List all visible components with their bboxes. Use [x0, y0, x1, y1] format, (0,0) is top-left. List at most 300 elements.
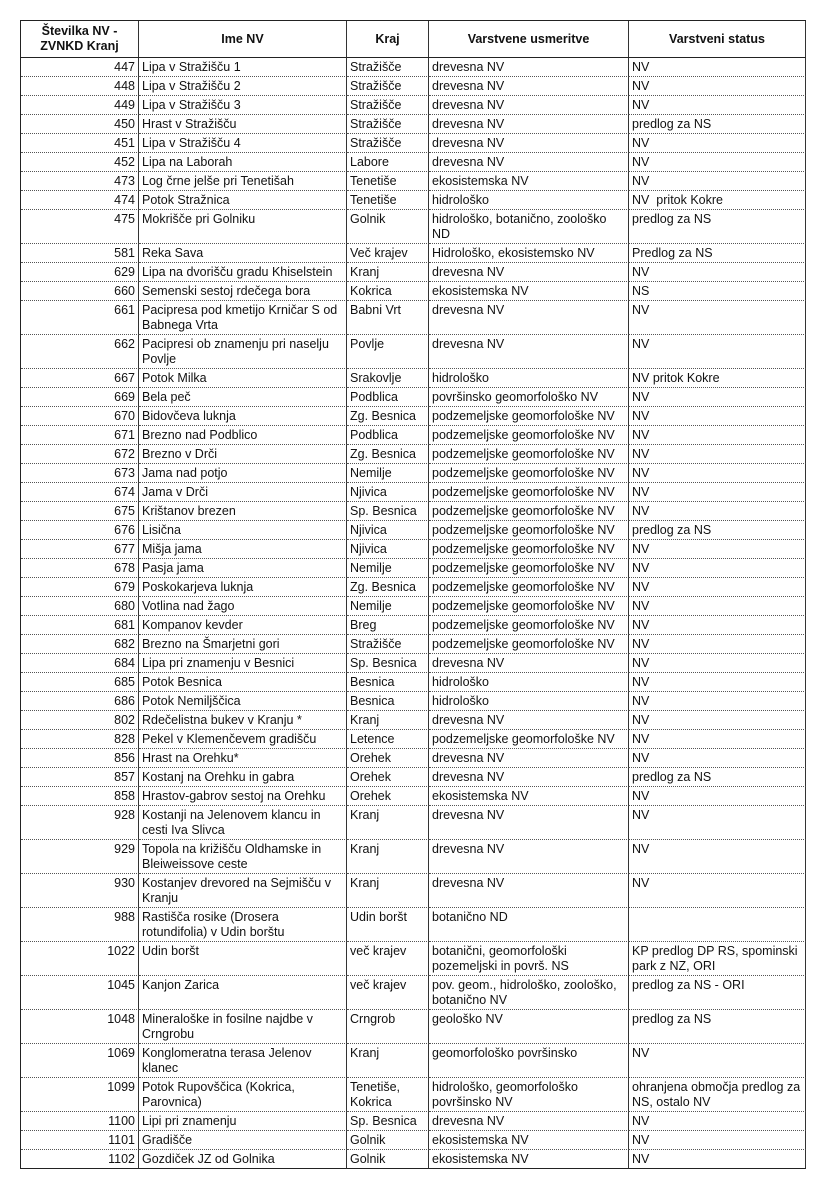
cell-status	[629, 908, 806, 942]
cell-name: Kostanji na Jelenovem klancu in cesti Iva Slivca	[139, 806, 347, 840]
cell-status: NV	[629, 58, 806, 77]
cell-name: Udin boršt	[139, 942, 347, 976]
cell-number: 1101	[21, 1131, 139, 1150]
cell-number: 1022	[21, 942, 139, 976]
table-row	[21, 58, 806, 77]
cell-place: Orehek	[347, 768, 429, 787]
cell-status: NV	[629, 874, 806, 908]
cell-name: Hrast na Orehku*	[139, 749, 347, 768]
cell-place: Njivica	[347, 521, 429, 540]
cell-guidance: drevesna NV	[429, 134, 629, 153]
cell-status: NV	[629, 153, 806, 172]
cell-place: Stražišče	[347, 58, 429, 77]
cell-number: 1099	[21, 1078, 139, 1112]
cell-guidance: hidrološko	[429, 369, 629, 388]
table-row	[21, 369, 806, 388]
cell-place: Crngrob	[347, 1010, 429, 1044]
table-row	[21, 388, 806, 407]
cell-status: NV	[629, 730, 806, 749]
cell-status: NV	[629, 787, 806, 806]
cell-place: Zg. Besnica	[347, 445, 429, 464]
header-name: Ime NV	[139, 21, 347, 58]
table-row	[21, 942, 806, 976]
cell-name: Jama nad potjo	[139, 464, 347, 483]
header-number: Številka NV - ZVNKD Kranj	[21, 21, 139, 58]
cell-status: NV	[629, 616, 806, 635]
cell-place: Labore	[347, 153, 429, 172]
cell-place: Nemilje	[347, 597, 429, 616]
table-row	[21, 635, 806, 654]
cell-status: NV	[629, 840, 806, 874]
table-row	[21, 1150, 806, 1169]
cell-number: 679	[21, 578, 139, 597]
cell-guidance: botanično ND	[429, 908, 629, 942]
cell-number: 1069	[21, 1044, 139, 1078]
cell-name: Lipa na dvorišču gradu Khiselstein	[139, 263, 347, 282]
cell-place: Podblica	[347, 388, 429, 407]
cell-place: Srakovlje	[347, 369, 429, 388]
cell-number: 685	[21, 673, 139, 692]
cell-number: 452	[21, 153, 139, 172]
cell-status: NV	[629, 654, 806, 673]
cell-status: NV	[629, 301, 806, 335]
header-row	[21, 21, 806, 58]
cell-place: Sp. Besnica	[347, 1112, 429, 1131]
cell-place: Povlje	[347, 335, 429, 369]
cell-number: 474	[21, 191, 139, 210]
cell-name: Lipa v Stražišču 4	[139, 134, 347, 153]
table-row	[21, 521, 806, 540]
cell-number: 671	[21, 426, 139, 445]
table-row	[21, 210, 806, 244]
table-row	[21, 806, 806, 840]
cell-guidance: geomorfološko površinsko	[429, 1044, 629, 1078]
cell-status: NV	[629, 559, 806, 578]
cell-name: Poskokarjeva luknja	[139, 578, 347, 597]
cell-status: NV	[629, 96, 806, 115]
table-row	[21, 908, 806, 942]
table-row	[21, 191, 806, 210]
cell-place: Podblica	[347, 426, 429, 445]
cell-number: 858	[21, 787, 139, 806]
cell-number: 674	[21, 483, 139, 502]
cell-name: Rdečelistna bukev v Kranju *	[139, 711, 347, 730]
table-row	[21, 1078, 806, 1112]
cell-status: predlog za NS	[629, 768, 806, 787]
cell-place: Tenetiše, Kokrica	[347, 1078, 429, 1112]
cell-guidance: hidrološko, botanično, zoološko ND	[429, 210, 629, 244]
cell-place: Stražišče	[347, 77, 429, 96]
cell-name: Mokrišče pri Golniku	[139, 210, 347, 244]
cell-place: Kranj	[347, 806, 429, 840]
cell-status: predlog za NS - ORI	[629, 976, 806, 1010]
cell-place: Njivica	[347, 483, 429, 502]
cell-name: Lipi pri znamenju	[139, 1112, 347, 1131]
cell-guidance: podzemeljske geomorfološke NV	[429, 407, 629, 426]
cell-guidance: podzemeljske geomorfološke NV	[429, 578, 629, 597]
cell-name: Potok Milka	[139, 369, 347, 388]
cell-number: 473	[21, 172, 139, 191]
cell-place: Breg	[347, 616, 429, 635]
cell-name: Lipa v Stražišču 1	[139, 58, 347, 77]
table-row	[21, 578, 806, 597]
cell-status: NV	[629, 749, 806, 768]
cell-guidance: površinsko geomorfološko NV	[429, 388, 629, 407]
cell-status: NV	[629, 711, 806, 730]
cell-number: 670	[21, 407, 139, 426]
cell-status: NV pritok Kokre	[629, 369, 806, 388]
cell-guidance: pov. geom., hidrološko, zoološko, botanično NV	[429, 976, 629, 1010]
cell-place: več krajev	[347, 976, 429, 1010]
header-guidance: Varstvene usmeritve	[429, 21, 629, 58]
table-row	[21, 787, 806, 806]
cell-guidance: podzemeljske geomorfološke NV	[429, 635, 629, 654]
cell-name: Mišja jama	[139, 540, 347, 559]
cell-number: 930	[21, 874, 139, 908]
table-row	[21, 244, 806, 263]
cell-status: NV	[629, 1044, 806, 1078]
table-row	[21, 874, 806, 908]
cell-name: Pacipresi ob znamenju pri naselju Povlje	[139, 335, 347, 369]
table-row	[21, 282, 806, 301]
cell-place: Golnik	[347, 210, 429, 244]
cell-status: NV	[629, 172, 806, 191]
cell-status: NV	[629, 673, 806, 692]
cell-guidance: drevesna NV	[429, 58, 629, 77]
cell-name: Brezno na Šmarjetni gori	[139, 635, 347, 654]
document-page	[20, 20, 806, 1169]
cell-status: ohranjena območja predlog za NS, ostalo NV	[629, 1078, 806, 1112]
cell-guidance: podzemeljske geomorfološke NV	[429, 730, 629, 749]
cell-place: Udin boršt	[347, 908, 429, 942]
table-row	[21, 502, 806, 521]
cell-place: Golnik	[347, 1131, 429, 1150]
cell-guidance: podzemeljske geomorfološke NV	[429, 559, 629, 578]
table-row	[21, 692, 806, 711]
cell-status: NV	[629, 1112, 806, 1131]
cell-status: Predlog za NS	[629, 244, 806, 263]
cell-name: Lipa v Stražišču 3	[139, 96, 347, 115]
cell-guidance: drevesna NV	[429, 335, 629, 369]
cell-guidance: drevesna NV	[429, 153, 629, 172]
cell-number: 673	[21, 464, 139, 483]
cell-name: Potok Nemiljščica	[139, 692, 347, 711]
cell-guidance: podzemeljske geomorfološke NV	[429, 502, 629, 521]
cell-name: Topola na križišču Oldhamske in Bleiweissove ceste	[139, 840, 347, 874]
cell-guidance: drevesna NV	[429, 874, 629, 908]
cell-number: 449	[21, 96, 139, 115]
cell-guidance: drevesna NV	[429, 96, 629, 115]
cell-place: Njivica	[347, 540, 429, 559]
cell-place: Letence	[347, 730, 429, 749]
cell-place: Orehek	[347, 787, 429, 806]
cell-number: 856	[21, 749, 139, 768]
table-row	[21, 483, 806, 502]
cell-name: Jama v Drči	[139, 483, 347, 502]
cell-guidance: podzemeljske geomorfološke NV	[429, 483, 629, 502]
cell-name: Hrastov-gabrov sestoj na Orehku	[139, 787, 347, 806]
cell-place: Orehek	[347, 749, 429, 768]
cell-guidance: geološko NV	[429, 1010, 629, 1044]
cell-name: Potok Besnica	[139, 673, 347, 692]
table-row	[21, 77, 806, 96]
table-row	[21, 407, 806, 426]
cell-number: 669	[21, 388, 139, 407]
table-row	[21, 711, 806, 730]
cell-guidance: drevesna NV	[429, 115, 629, 134]
cell-place: Kranj	[347, 711, 429, 730]
cell-guidance: podzemeljske geomorfološke NV	[429, 464, 629, 483]
table-header	[21, 21, 806, 58]
cell-number: 678	[21, 559, 139, 578]
cell-status: NV	[629, 1131, 806, 1150]
cell-name: Mineraloške in fosilne najdbe v Crngrobu	[139, 1010, 347, 1044]
cell-guidance: drevesna NV	[429, 768, 629, 787]
cell-number: 1048	[21, 1010, 139, 1044]
cell-status: NV	[629, 445, 806, 464]
cell-number: 475	[21, 210, 139, 244]
cell-place: Stražišče	[347, 635, 429, 654]
cell-name: Lisična	[139, 521, 347, 540]
cell-status: NV	[629, 407, 806, 426]
cell-name: Votlina nad žago	[139, 597, 347, 616]
cell-name: Konglomeratna terasa Jelenov klanec	[139, 1044, 347, 1078]
cell-place: Sp. Besnica	[347, 502, 429, 521]
cell-status: NV	[629, 806, 806, 840]
cell-number: 677	[21, 540, 139, 559]
cell-place: Stražišče	[347, 96, 429, 115]
cell-name: Lipa na Laborah	[139, 153, 347, 172]
cell-status: NV	[629, 483, 806, 502]
table-row	[21, 768, 806, 787]
table-body	[21, 58, 806, 1169]
cell-guidance: botanični, geomorfološki pozemeljski in površ. NS	[429, 942, 629, 976]
cell-place: Kranj	[347, 840, 429, 874]
cell-number: 988	[21, 908, 139, 942]
cell-status: predlog za NS	[629, 210, 806, 244]
cell-name: Kanjon Zarica	[139, 976, 347, 1010]
cell-place: Golnik	[347, 1150, 429, 1169]
cell-guidance: drevesna NV	[429, 1112, 629, 1131]
cell-guidance: ekosistemska NV	[429, 1131, 629, 1150]
cell-place: Besnica	[347, 673, 429, 692]
cell-name: Rastišča rosike (Drosera rotundifolia) v Udin borštu	[139, 908, 347, 942]
cell-guidance: ekosistemska NV	[429, 282, 629, 301]
cell-number: 667	[21, 369, 139, 388]
cell-number: 802	[21, 711, 139, 730]
cell-name: Kompanov kevder	[139, 616, 347, 635]
cell-number: 581	[21, 244, 139, 263]
cell-status: predlog za NS	[629, 1010, 806, 1044]
cell-guidance: drevesna NV	[429, 301, 629, 335]
cell-name: Krištanov brezen	[139, 502, 347, 521]
cell-guidance: hidrološko	[429, 692, 629, 711]
cell-guidance: podzemeljske geomorfološke NV	[429, 540, 629, 559]
cell-status: NV	[629, 635, 806, 654]
cell-number: 629	[21, 263, 139, 282]
cell-guidance: ekosistemska NV	[429, 787, 629, 806]
cell-number: 857	[21, 768, 139, 787]
cell-status: NV	[629, 540, 806, 559]
header-place: Kraj	[347, 21, 429, 58]
cell-number: 929	[21, 840, 139, 874]
cell-place: Zg. Besnica	[347, 578, 429, 597]
cell-guidance: drevesna NV	[429, 77, 629, 96]
cell-guidance: hidrološko, geomorfološko površinsko NV	[429, 1078, 629, 1112]
cell-place: Kranj	[347, 874, 429, 908]
cell-name: Brezno nad Podblico	[139, 426, 347, 445]
table-row	[21, 540, 806, 559]
cell-name: Pasja jama	[139, 559, 347, 578]
table-row	[21, 464, 806, 483]
cell-name: Potok Rupovščica (Kokrica, Parovnica)	[139, 1078, 347, 1112]
cell-status: NV	[629, 578, 806, 597]
cell-name: Semenski sestoj rdečega bora	[139, 282, 347, 301]
cell-guidance: ekosistemska NV	[429, 1150, 629, 1169]
cell-place: Nemilje	[347, 559, 429, 578]
cell-name: Reka Sava	[139, 244, 347, 263]
header-status: Varstveni status	[629, 21, 806, 58]
cell-place: Babni Vrt	[347, 301, 429, 335]
cell-status: NV	[629, 426, 806, 445]
cell-name: Lipa pri znamenju v Besnici	[139, 654, 347, 673]
table-row	[21, 654, 806, 673]
cell-guidance: hidrološko	[429, 191, 629, 210]
cell-number: 680	[21, 597, 139, 616]
cell-name: Brezno v Drči	[139, 445, 347, 464]
cell-place: več krajev	[347, 942, 429, 976]
table-row	[21, 134, 806, 153]
cell-status: NV pritok Kokre	[629, 191, 806, 210]
cell-number: 828	[21, 730, 139, 749]
cell-number: 676	[21, 521, 139, 540]
table-row	[21, 976, 806, 1010]
cell-place: Kokrica	[347, 282, 429, 301]
cell-status: NV	[629, 597, 806, 616]
cell-number: 447	[21, 58, 139, 77]
cell-status: NV	[629, 388, 806, 407]
table-row	[21, 673, 806, 692]
cell-number: 672	[21, 445, 139, 464]
cell-guidance: ekosistemska NV	[429, 172, 629, 191]
table-row	[21, 115, 806, 134]
cell-name: Bela peč	[139, 388, 347, 407]
cell-place: Sp. Besnica	[347, 654, 429, 673]
table-row	[21, 263, 806, 282]
cell-guidance: drevesna NV	[429, 263, 629, 282]
cell-place: Več krajev	[347, 244, 429, 263]
cell-status: predlog za NS	[629, 521, 806, 540]
cell-number: 660	[21, 282, 139, 301]
table-row	[21, 301, 806, 335]
cell-place: Nemilje	[347, 464, 429, 483]
cell-number: 1100	[21, 1112, 139, 1131]
cell-place: Zg. Besnica	[347, 407, 429, 426]
table-row	[21, 730, 806, 749]
table-row	[21, 1131, 806, 1150]
cell-status: NV	[629, 1150, 806, 1169]
cell-name: Pacipresa pod kmetijo Krničar S od Babnega Vrta	[139, 301, 347, 335]
cell-status: NV	[629, 134, 806, 153]
cell-name: Hrast v Stražišču	[139, 115, 347, 134]
cell-place: Kranj	[347, 263, 429, 282]
table-row	[21, 426, 806, 445]
cell-status: predlog za NS	[629, 115, 806, 134]
cell-place: Tenetiše	[347, 172, 429, 191]
cell-place: Besnica	[347, 692, 429, 711]
cell-number: 661	[21, 301, 139, 335]
cell-name: Kostanjev drevored na Sejmišču v Kranju	[139, 874, 347, 908]
cell-place: Stražišče	[347, 134, 429, 153]
cell-status: NV	[629, 692, 806, 711]
table-row	[21, 1044, 806, 1078]
cell-guidance: drevesna NV	[429, 749, 629, 768]
cell-guidance: drevesna NV	[429, 806, 629, 840]
cell-name: Log črne jelše pri Tenetišah	[139, 172, 347, 191]
table-row	[21, 559, 806, 578]
cell-guidance: drevesna NV	[429, 711, 629, 730]
table-row	[21, 616, 806, 635]
cell-name: Kostanj na Orehku in gabra	[139, 768, 347, 787]
table-row	[21, 335, 806, 369]
cell-number: 662	[21, 335, 139, 369]
cell-place: Kranj	[347, 1044, 429, 1078]
cell-guidance: podzemeljske geomorfološke NV	[429, 616, 629, 635]
table-row	[21, 172, 806, 191]
cell-number: 681	[21, 616, 139, 635]
table-row	[21, 1010, 806, 1044]
table-row	[21, 840, 806, 874]
table-row	[21, 153, 806, 172]
cell-number: 451	[21, 134, 139, 153]
cell-place: Tenetiše	[347, 191, 429, 210]
cell-number: 1045	[21, 976, 139, 1010]
cell-status: NS	[629, 282, 806, 301]
cell-status: NV	[629, 502, 806, 521]
cell-guidance: hidrološko	[429, 673, 629, 692]
table-row	[21, 96, 806, 115]
cell-status: NV	[629, 464, 806, 483]
cell-guidance: drevesna NV	[429, 840, 629, 874]
cell-number: 928	[21, 806, 139, 840]
cell-number: 682	[21, 635, 139, 654]
natural-values-table	[20, 20, 806, 1169]
cell-guidance: podzemeljske geomorfološke NV	[429, 426, 629, 445]
cell-guidance: podzemeljske geomorfološke NV	[429, 521, 629, 540]
cell-name: Bidovčeva luknja	[139, 407, 347, 426]
cell-guidance: Hidrološko, ekosistemsko NV	[429, 244, 629, 263]
cell-number: 450	[21, 115, 139, 134]
cell-place: Stražišče	[347, 115, 429, 134]
cell-guidance: podzemeljske geomorfološke NV	[429, 597, 629, 616]
table-row	[21, 597, 806, 616]
table-row	[21, 445, 806, 464]
cell-name: Lipa v Stražišču 2	[139, 77, 347, 96]
table-row	[21, 1112, 806, 1131]
cell-number: 675	[21, 502, 139, 521]
table-row	[21, 749, 806, 768]
cell-name: Potok Stražnica	[139, 191, 347, 210]
cell-status: NV	[629, 263, 806, 282]
cell-number: 1102	[21, 1150, 139, 1169]
cell-name: Gozdiček JZ od Golnika	[139, 1150, 347, 1169]
cell-number: 684	[21, 654, 139, 673]
cell-number: 686	[21, 692, 139, 711]
cell-status: NV	[629, 335, 806, 369]
cell-number: 448	[21, 77, 139, 96]
cell-guidance: drevesna NV	[429, 654, 629, 673]
cell-name: Gradišče	[139, 1131, 347, 1150]
